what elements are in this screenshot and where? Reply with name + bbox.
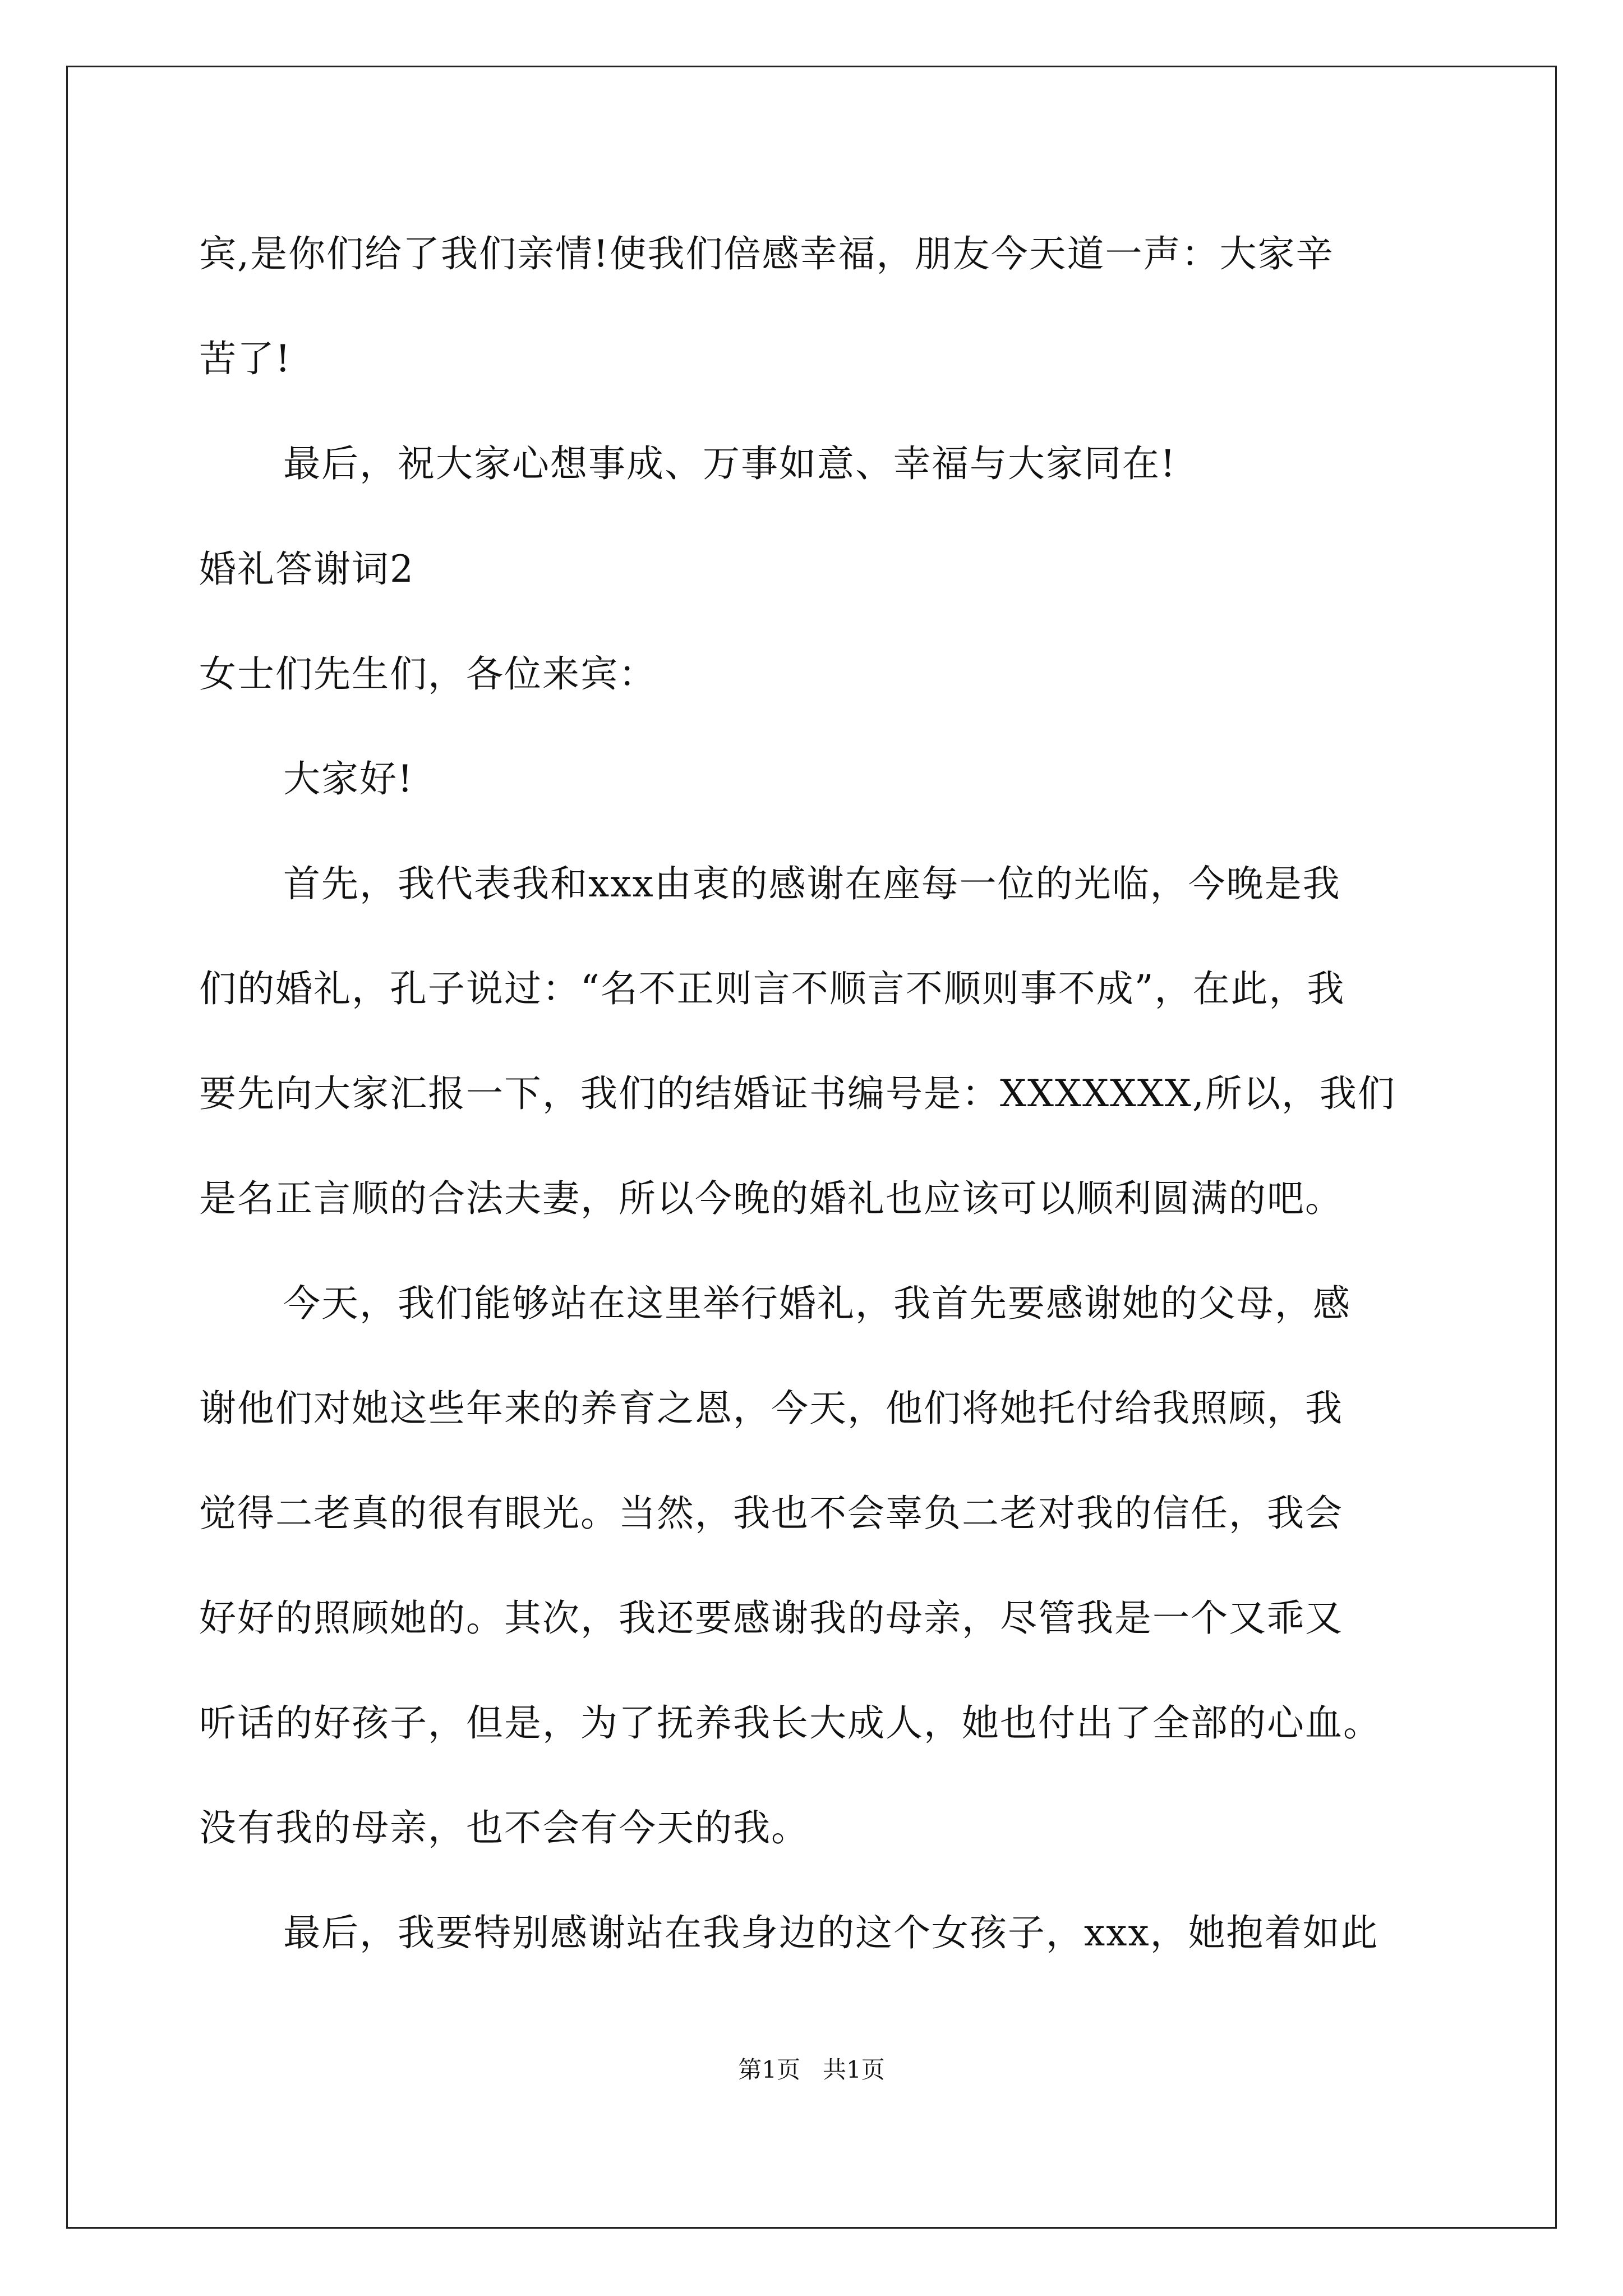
- text-line: 谢他们对她这些年来的养育之恩，今天，他们将她托付给我照顾，我: [199, 1387, 1343, 1430]
- text-line: 好好的照顾她的。其次，我还要感谢我的母亲，尽管我是一个又乖又: [199, 1596, 1343, 1640]
- text-line: 听话的好孩子，但是，为了抚养我长大成人，她也付出了全部的心血。: [199, 1701, 1381, 1745]
- text-line: 觉得二老真的很有眼光。当然，我也不会辜负二老对我的信任，我会: [199, 1492, 1343, 1535]
- text-line: 要先向大家汇报一下，我们的结婚证书编号是：XXXXXXX,所以，我们: [199, 1072, 1396, 1115]
- text-line: 宾,是你们给了我们亲情!使我们倍感幸福，朋友今天道一声：大家辛: [199, 232, 1334, 275]
- salutation: 女士们先生们，各位来宾：: [199, 652, 657, 696]
- text-line: 没有我的母亲，也不会有今天的我。: [199, 1806, 809, 1849]
- page-footer: 第1页 共1页: [738, 2056, 885, 2083]
- text-line: 最后，祝大家心想事成、万事如意、幸福与大家同在!: [283, 442, 1177, 485]
- greeting: 大家好!: [283, 757, 414, 800]
- text-line: 最后，我要特别感谢站在我身边的这个女孩子，xxx，她抱着如此: [283, 1911, 1379, 1954]
- text-line: 苦了!: [199, 337, 292, 380]
- section-heading: 婚礼答谢词2: [199, 547, 414, 591]
- text-line: 们的婚礼，孔子说过：“名不正则言不顺言不顺则事不成”，在此，我: [199, 967, 1345, 1010]
- text-line: 今天，我们能够站在这里举行婚礼，我首先要感谢她的父母，感: [283, 1282, 1351, 1325]
- page-border: [66, 66, 1557, 2229]
- text-line: 首先，我代表我和xxx由衷的感谢在座每一位的光临，今晚是我: [283, 862, 1341, 905]
- text-line: 是名正言顺的合法夫妻，所以今晚的婚礼也应该可以顺利圆满的吧。: [199, 1177, 1343, 1220]
